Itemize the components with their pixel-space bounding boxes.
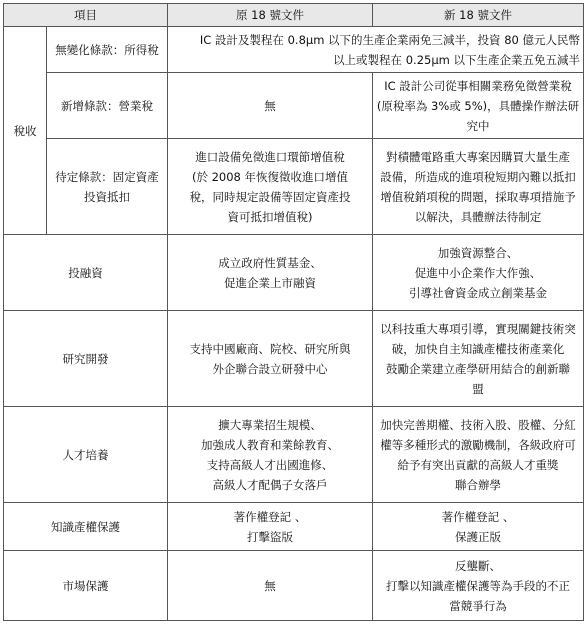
orig-policy-cell: 著作權登記 、 打擊盜版 — [168, 503, 373, 551]
tax-item-label: 待定條款：固定資產 投資抵扣 — [47, 139, 168, 235]
tax-income-policy: IC 設計及製程在 0.8μm 以下的生產企業兩免三減半，投資 80 億元人民幣 以上或製程在 0.25μm 以下生產企業五免五減半 — [168, 27, 584, 73]
new-policy-cell: IC 設計公司從事相關業務免徵營業稅 (原稅率為 3%或 5%)，具體操作辦法研 究中 — [373, 73, 584, 139]
table-row — [4, 551, 584, 621]
orig-policy-cell: 無 — [168, 551, 373, 621]
policy-comparison-table — [3, 3, 584, 621]
tax-group-label: 稅收 — [4, 27, 47, 235]
new-policy-cell: 以科技重大專項引導，實現關鍵技術突 破，加快自主知識產權技術產業化 鼓勵企業建立產學研用結合的創新聯 盟 — [373, 311, 584, 407]
table-row — [4, 503, 584, 551]
table-row — [4, 235, 584, 311]
new-policy-cell: 著作權登記 、 保護正版 — [373, 503, 584, 551]
table-row — [4, 407, 584, 503]
item-label: 研究開發 — [4, 311, 168, 407]
table-row — [4, 27, 584, 73]
tax-item-label: 新增條款：營業稅 — [47, 73, 168, 139]
item-label: 人才培養 — [4, 407, 168, 503]
item-label: 知識產權保護 — [4, 503, 168, 551]
new-policy-cell: 加強資源整合、 促進中小企業作大作強、 引導社會資金成立創業基金 — [373, 235, 584, 311]
header-item: 項目 — [4, 4, 168, 27]
orig-policy-cell: 支持中國廠商、院校、研究所與 外企聯合設立研發中心 — [168, 311, 373, 407]
new-policy-cell: 對積體電路重大專案因購買大量生產 設備，所造成的進項稅短期內難以抵扣 增值稅銷項稅的問題，採取專項措施予 以解決，具體辦法待制定 — [373, 139, 584, 235]
new-policy-cell: 加快完善期權、技術入股、股權、分紅 權等多種形式的激勵機制，各級政府可 給予有突出貢獻的高級人才重獎 聯合辦學 — [373, 407, 584, 503]
item-label: 投融資 — [4, 235, 168, 311]
orig-policy-cell: 成立政府性質基金、 促進企業上市融資 — [168, 235, 373, 311]
new-policy-cell: 反壟斷、 打擊以知識產權保護等為手段的不正 當競爭行為 — [373, 551, 584, 621]
tax-item-label: 無變化條款：所得稅 — [47, 27, 168, 73]
orig-policy-cell: 進口設備免徵進口環節增值稅 (於 2008 年恢復徵收進口增值 稅，同時規定設備等固定資產投 資可抵扣增值稅) — [168, 139, 373, 235]
header-new: 新 18 號文件 — [373, 4, 584, 27]
orig-policy-cell: 擴大專業招生規模、 加強成人教育和業餘教育、 支持高級人才出國進修、 高級人才配偶子女落戶 — [168, 407, 373, 503]
table-row — [4, 311, 584, 407]
header-orig: 原 18 號文件 — [168, 4, 373, 27]
orig-policy-cell: 無 — [168, 73, 373, 139]
header-row — [4, 4, 584, 27]
table-row — [4, 139, 584, 235]
item-label: 市場保護 — [4, 551, 168, 621]
table-row — [4, 73, 584, 139]
